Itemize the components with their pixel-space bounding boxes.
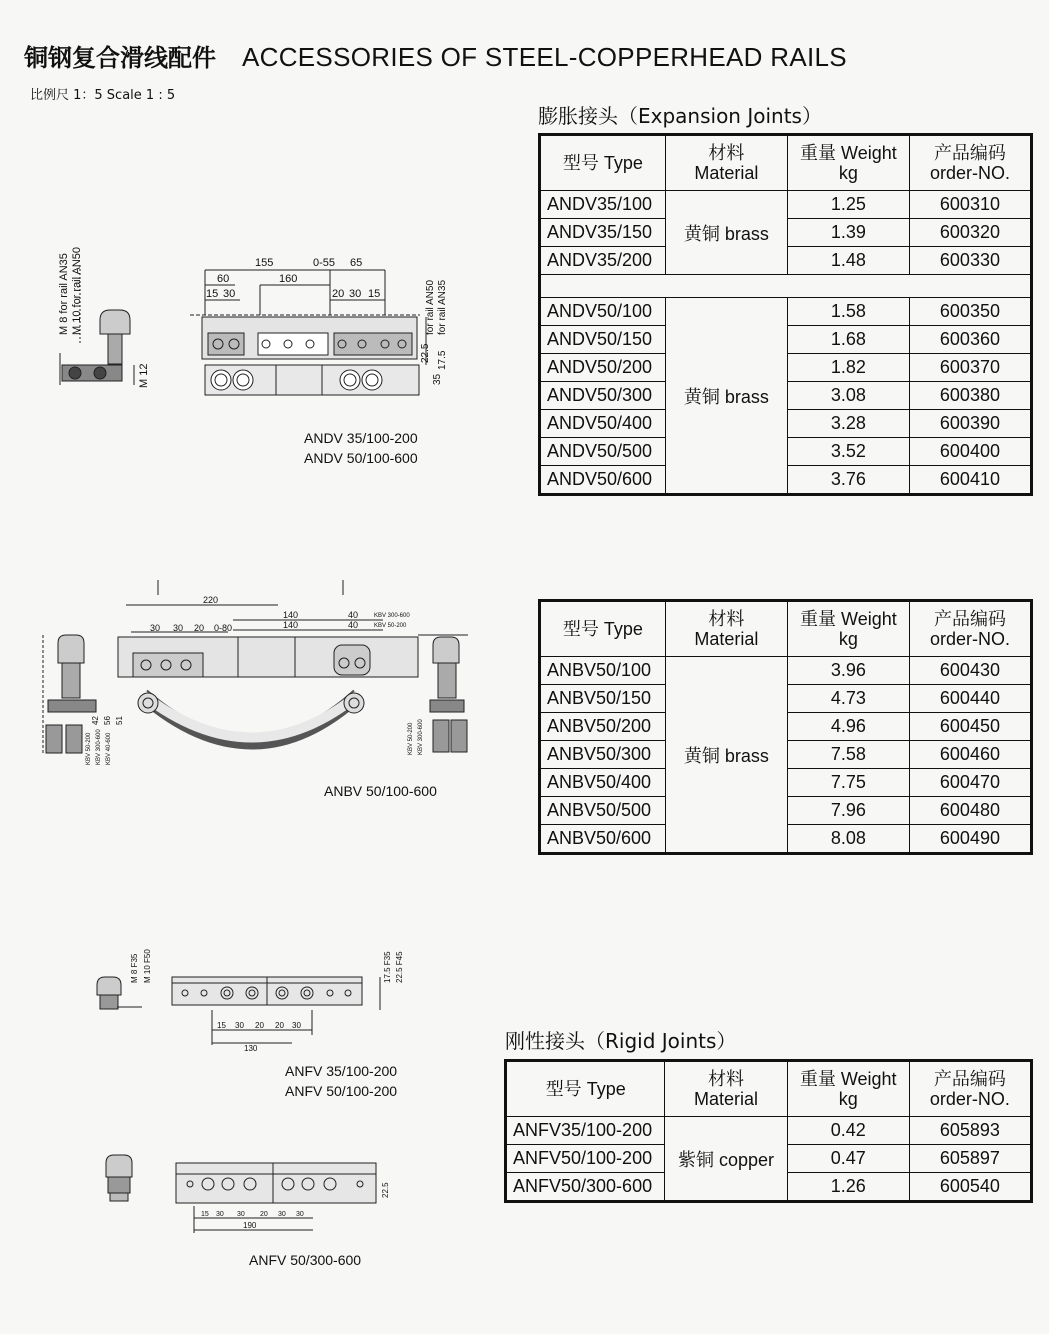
col-order: 产品编码 order-NO. bbox=[909, 601, 1031, 657]
svg-text:130: 130 bbox=[244, 1044, 258, 1053]
svg-text:220: 220 bbox=[203, 595, 219, 605]
table-header-row bbox=[540, 601, 1032, 657]
table-gap-row bbox=[540, 275, 1032, 298]
rigid-heading: 刚性接头（Rigid Joints） bbox=[505, 1029, 737, 1053]
table-row: ANBV50/400 7.75 600470 bbox=[540, 769, 1032, 797]
caption-anbv: ANBV 50/100-600 bbox=[324, 783, 437, 799]
svg-text:22.5 F45: 22.5 F45 bbox=[395, 951, 404, 983]
anbv-drawing bbox=[38, 575, 508, 770]
svg-text:20: 20 bbox=[275, 1021, 284, 1030]
svg-text:30: 30 bbox=[223, 288, 236, 300]
title-cn: 铜钢复合滑线配件 bbox=[24, 44, 216, 72]
svg-text:30: 30 bbox=[216, 1211, 224, 1218]
svg-text:65: 65 bbox=[350, 257, 363, 269]
svg-text:KBV 300-600: KBV 300-600 bbox=[374, 613, 410, 619]
table-row: ANBV50/600 8.08 600490 bbox=[540, 825, 1032, 854]
svg-text:30: 30 bbox=[278, 1211, 286, 1218]
col-type: 型号 Type bbox=[506, 1061, 665, 1117]
table-row: ANBV50/100 黄铜 brass 3.96 600430 bbox=[540, 657, 1032, 685]
table-row: ANFV50/300-600 1.26 600540 bbox=[506, 1173, 1032, 1202]
svg-text:22.5: 22.5 bbox=[420, 343, 431, 363]
andv-drawing bbox=[40, 225, 460, 415]
caption-anfv-300: ANFV 50/300-600 bbox=[249, 1252, 362, 1268]
page-title bbox=[24, 38, 847, 73]
col-material: 材料 Material bbox=[665, 601, 787, 657]
table-row: ANDV50/400 3.28 600390 bbox=[540, 410, 1032, 438]
svg-text:KBV 300-600: KBV 300-600 bbox=[418, 719, 424, 755]
table-row: ANDV50/300 3.08 600380 bbox=[540, 382, 1032, 410]
svg-text:KBV 40-600: KBV 40-600 bbox=[106, 732, 112, 765]
svg-text:22.5: 22.5 bbox=[381, 1182, 390, 1198]
svg-text:15: 15 bbox=[201, 1211, 209, 1218]
svg-text:M 8 F35: M 8 F35 bbox=[130, 953, 139, 983]
svg-text:KBV 300-600: KBV 300-600 bbox=[96, 729, 102, 765]
svg-text:17.5: 17.5 bbox=[437, 350, 448, 370]
svg-text:15: 15 bbox=[217, 1021, 226, 1030]
material-cell: 黄铜 brass bbox=[665, 657, 787, 854]
table-row: ANDV50/200 1.82 600370 bbox=[540, 354, 1032, 382]
svg-text:15: 15 bbox=[368, 288, 381, 300]
svg-text:15: 15 bbox=[206, 288, 219, 300]
svg-text:0-80: 0-80 bbox=[214, 623, 233, 633]
andv-rail-label-b: M 10 for rail AN50 bbox=[71, 246, 83, 335]
col-weight: 重量 Weight kg bbox=[787, 135, 909, 191]
svg-text:40: 40 bbox=[348, 620, 359, 630]
svg-text:40: 40 bbox=[348, 610, 359, 620]
anbv-main-view bbox=[118, 580, 418, 743]
table-row: ANBV50/150 4.73 600440 bbox=[540, 685, 1032, 713]
table-row: ANDV50/150 1.68 600360 bbox=[540, 326, 1032, 354]
table-row: ANDV50/500 3.52 600400 bbox=[540, 438, 1032, 466]
svg-text:155: 155 bbox=[255, 257, 274, 269]
svg-text:140: 140 bbox=[283, 610, 299, 620]
material-cell: 紫铜 copper bbox=[665, 1117, 787, 1202]
scale-note: 比例尺 1：5 Scale 1 : 5 bbox=[30, 88, 176, 103]
svg-text:51: 51 bbox=[115, 716, 124, 725]
anfv-front-view bbox=[172, 977, 380, 1045]
svg-text:17.5 F35: 17.5 F35 bbox=[383, 951, 392, 983]
rigid-table bbox=[504, 1059, 1033, 1203]
col-material: 材料 Material bbox=[665, 1061, 787, 1117]
svg-text:for rail AN50: for rail AN50 bbox=[425, 279, 436, 335]
anfv-drawing bbox=[92, 935, 412, 1055]
col-type: 型号 Type bbox=[540, 601, 666, 657]
table-row: ANDV50/600 3.76 600410 bbox=[540, 466, 1032, 495]
caption-andv: ANDV 35/100-200 ANDV 50/100-600 bbox=[304, 430, 418, 466]
svg-text:KBV 50-200: KBV 50-200 bbox=[374, 623, 407, 629]
svg-text:30: 30 bbox=[237, 1211, 245, 1218]
caption-anfv: ANFV 35/100-200 ANFV 50/100-200 bbox=[285, 1063, 398, 1099]
table-row: ANDV35/150 1.39 600320 bbox=[540, 219, 1032, 247]
col-order: 产品编码 order-NO. bbox=[909, 135, 1031, 191]
anbv-right-view bbox=[418, 635, 468, 752]
table-row: ANDV35/100 黄铜 brass 1.25 600310 bbox=[540, 191, 1032, 219]
anbv-table bbox=[538, 599, 1033, 855]
svg-text:20: 20 bbox=[255, 1021, 264, 1030]
svg-text:0-55: 0-55 bbox=[313, 257, 336, 269]
col-type: 型号 Type bbox=[540, 135, 666, 191]
material-cell: 黄铜 brass bbox=[665, 298, 787, 495]
svg-text:160: 160 bbox=[279, 273, 298, 285]
svg-text:30: 30 bbox=[296, 1211, 304, 1218]
svg-text:56: 56 bbox=[103, 716, 112, 725]
andv-rail-label-a: M 8 for rail AN35 bbox=[58, 253, 70, 335]
anfv-300-side-view bbox=[106, 1155, 132, 1201]
svg-text:20: 20 bbox=[332, 288, 345, 300]
table-row: ANFV50/100-200 0.47 605897 bbox=[506, 1145, 1032, 1173]
table-row: ANBV50/200 4.96 600450 bbox=[540, 713, 1032, 741]
material-cell: 黄铜 brass bbox=[665, 191, 787, 275]
svg-text:KBV 50-200: KBV 50-200 bbox=[408, 722, 414, 755]
svg-text:30: 30 bbox=[235, 1021, 244, 1030]
svg-text:M 10 F50: M 10 F50 bbox=[143, 949, 152, 983]
svg-text:KBV 50-200: KBV 50-200 bbox=[86, 732, 92, 765]
svg-text:30: 30 bbox=[349, 288, 362, 300]
svg-text:30: 30 bbox=[173, 623, 184, 633]
col-weight: 重量 Weight kg bbox=[787, 601, 909, 657]
svg-text:42: 42 bbox=[91, 716, 100, 725]
svg-text:60: 60 bbox=[217, 273, 230, 285]
svg-text:140: 140 bbox=[283, 620, 299, 630]
andv-m12-label: M 12 bbox=[138, 363, 150, 388]
col-weight: 重量 Weight kg bbox=[787, 1061, 909, 1117]
table-row: ANBV50/500 7.96 600480 bbox=[540, 797, 1032, 825]
col-order: 产品编码 order-NO. bbox=[909, 1061, 1031, 1117]
svg-text:30: 30 bbox=[150, 623, 161, 633]
svg-text:20: 20 bbox=[194, 623, 205, 633]
svg-text:20: 20 bbox=[260, 1211, 268, 1218]
table-header-row bbox=[506, 1061, 1032, 1117]
expansion-heading: 膨胀接头（Expansion Joints） bbox=[538, 104, 822, 128]
svg-text:190: 190 bbox=[243, 1221, 257, 1230]
table-row: ANDV50/100 黄铜 brass 1.58 600350 bbox=[540, 298, 1032, 326]
title-en: ACCESSORIES OF STEEL-COPPERHEAD RAILS bbox=[242, 42, 847, 72]
table-header-row bbox=[540, 135, 1032, 191]
svg-text:30: 30 bbox=[292, 1021, 301, 1030]
table-row: ANFV35/100-200 紫铜 copper 0.42 605893 bbox=[506, 1117, 1032, 1145]
anfv-300-front-view bbox=[176, 1163, 376, 1233]
svg-text:for rail AN35: for rail AN35 bbox=[437, 279, 448, 335]
expansion-table bbox=[538, 133, 1033, 496]
table-row: ANDV35/200 1.48 600330 bbox=[540, 247, 1032, 275]
svg-text:35: 35 bbox=[432, 373, 443, 385]
table-row: ANBV50/300 7.58 600460 bbox=[540, 741, 1032, 769]
anfv-300-drawing bbox=[98, 1148, 398, 1238]
col-material: 材料 Material bbox=[665, 135, 787, 191]
